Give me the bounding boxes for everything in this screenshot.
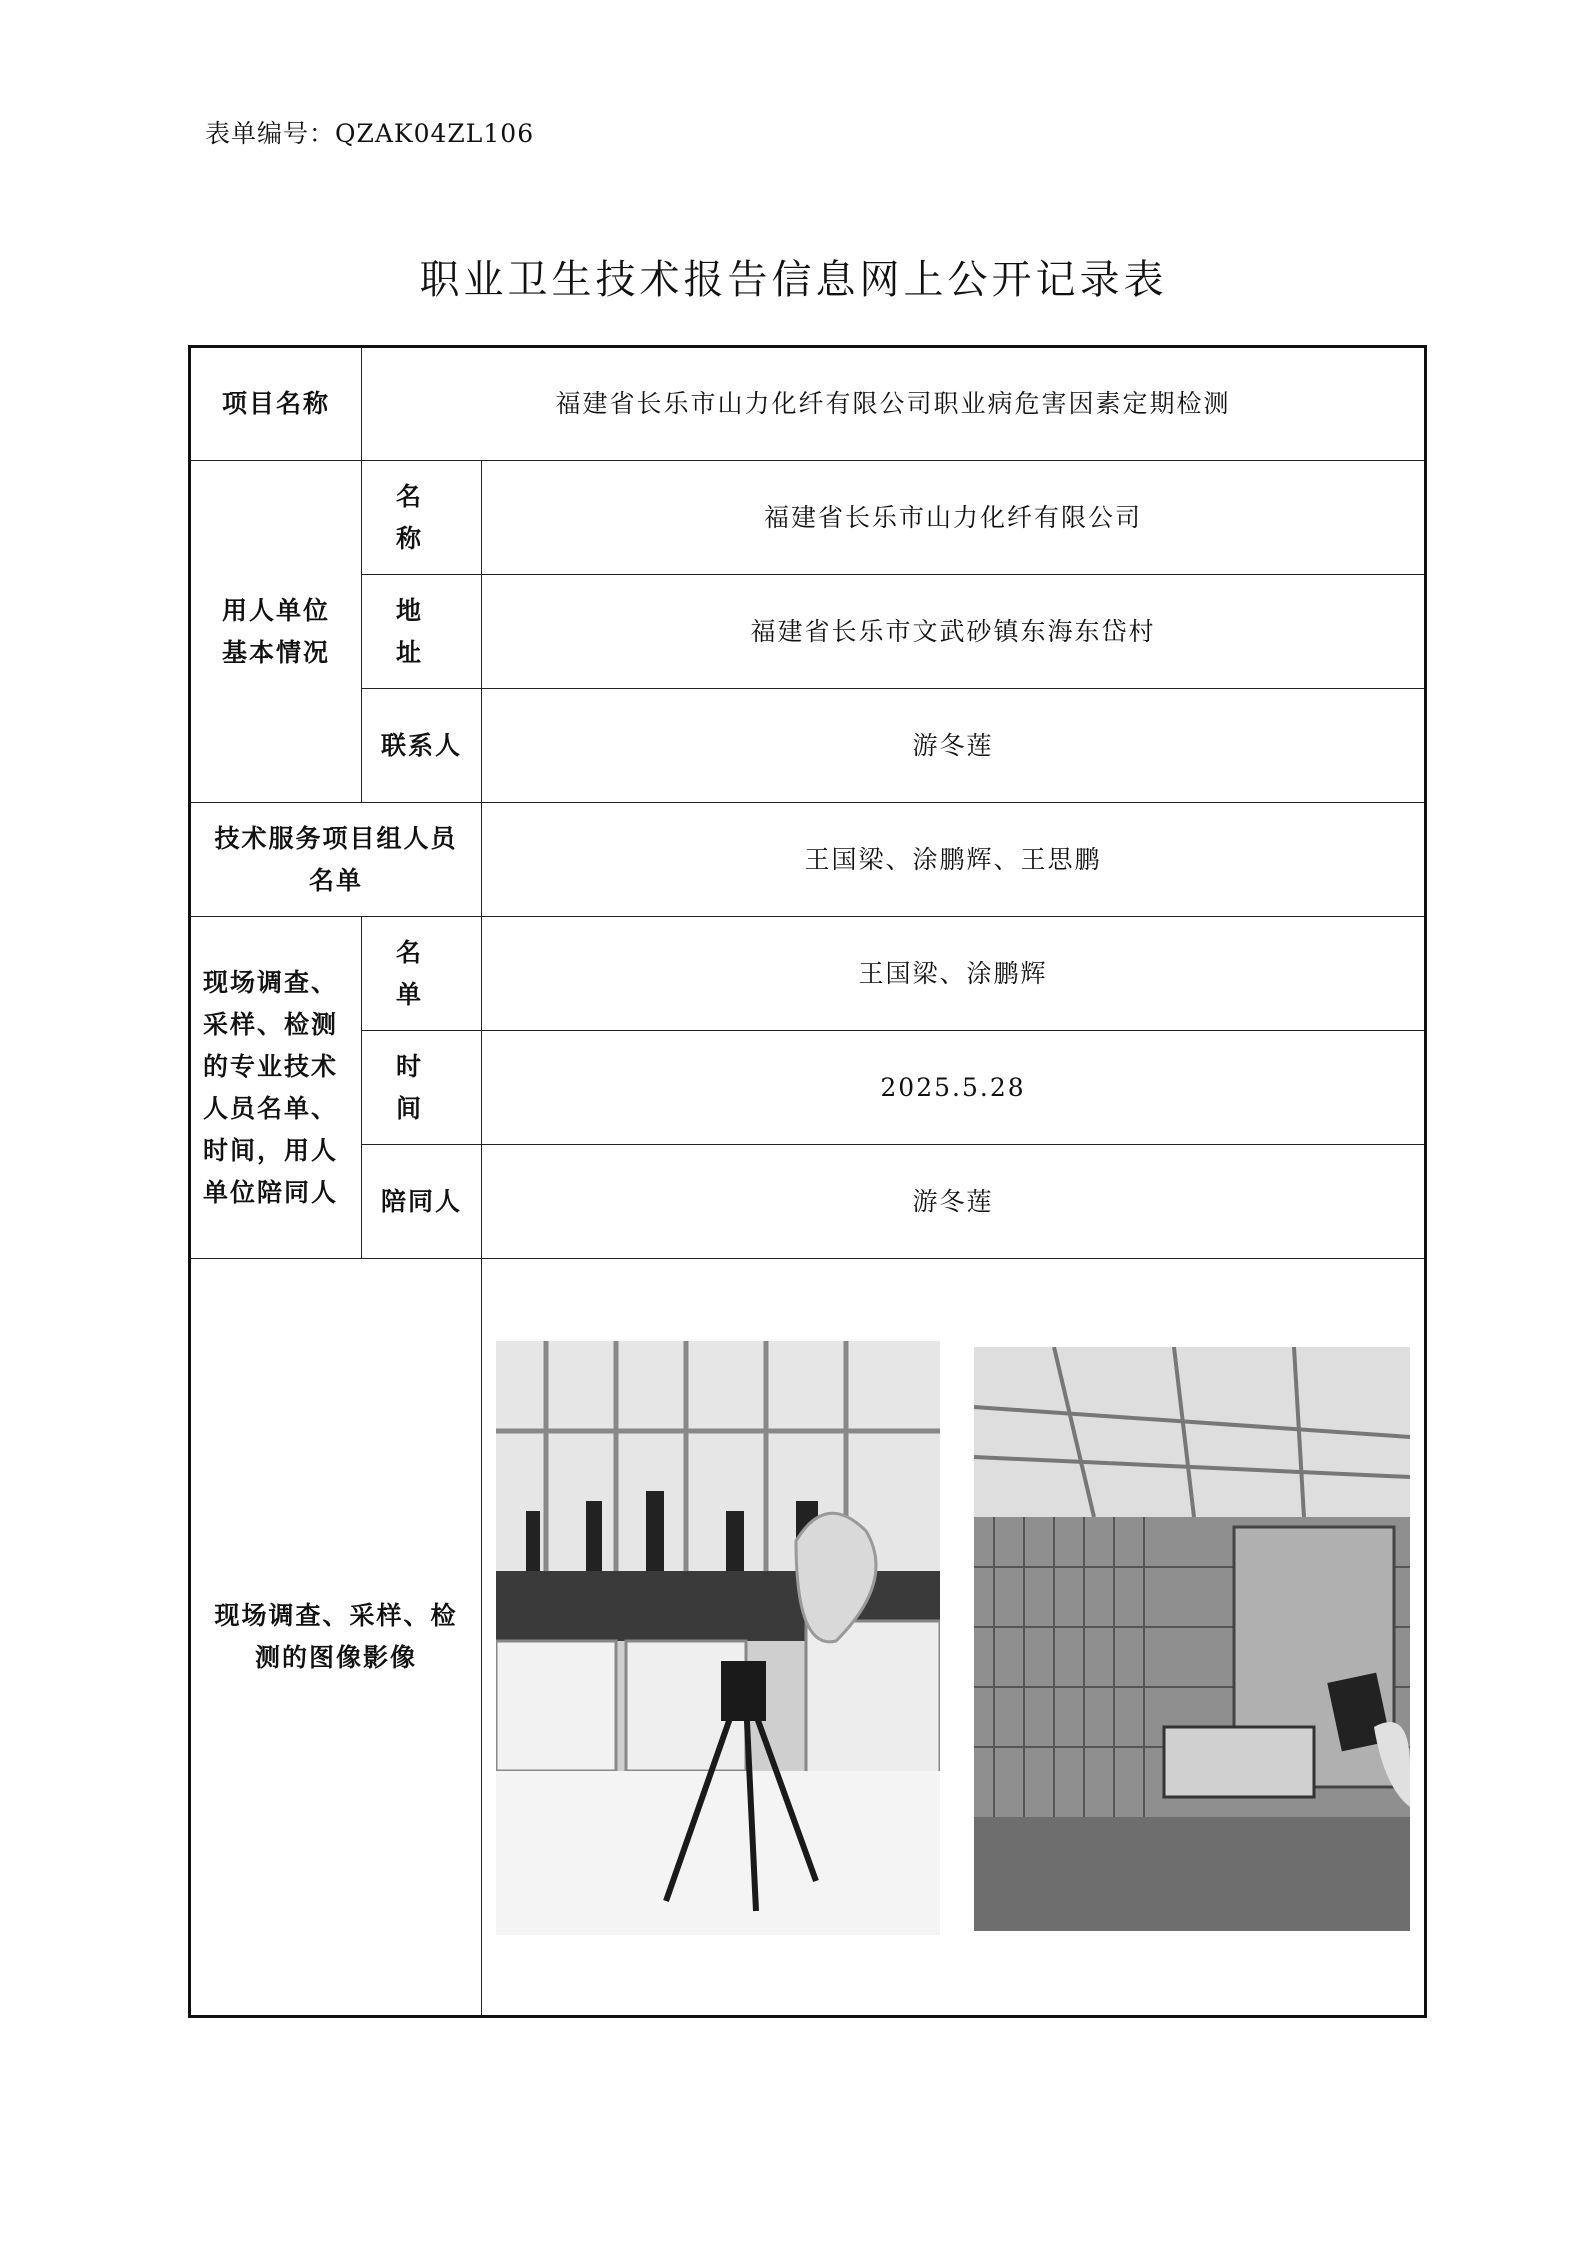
record-table [188, 345, 1427, 2018]
employer-name-value: 福建省长乐市山力化纤有限公司 [482, 461, 1426, 575]
lab-sampling-photo-drawing [496, 1341, 940, 1935]
survey-label: 现场调查、采样、检测的专业技术人员名单、时间，用人单位陪同人 [190, 917, 362, 1259]
survey-time-label: 时 间 [362, 1031, 482, 1145]
project-label: 项目名称 [190, 347, 362, 461]
images-label: 现场调查、采样、检测的图像影像 [190, 1259, 482, 2017]
lab-sampling-photo [496, 1341, 940, 1935]
survey-time-value: 2025.5.28 [482, 1031, 1426, 1145]
images-cell [482, 1259, 1426, 2017]
employer-address-value: 福建省长乐市文武砂镇东海东岱村 [482, 575, 1426, 689]
row-team [190, 803, 1426, 917]
row-survey-time [190, 1031, 1426, 1145]
survey-escort-value: 游冬莲 [482, 1145, 1426, 1259]
employer-contact-label: 联系人 [362, 689, 482, 803]
survey-names-label: 名 单 [362, 917, 482, 1031]
page-title: 职业卫生技术报告信息网上公开记录表 [419, 257, 1168, 303]
production-line-photo [974, 1347, 1410, 1931]
survey-escort-label: 陪同人 [362, 1145, 482, 1259]
form-number: 表单编号：QZAK04ZL106 [205, 119, 535, 148]
row-images [190, 1259, 1426, 2017]
team-value: 王国梁、涂鹏辉、王思鹏 [482, 803, 1426, 917]
project-value: 福建省长乐市山力化纤有限公司职业病危害因素定期检测 [362, 347, 1426, 461]
row-employer-name [190, 461, 1426, 575]
employer-contact-value: 游冬莲 [482, 689, 1426, 803]
row-survey-names [190, 917, 1426, 1031]
team-label: 技术服务项目组人员名单 [190, 803, 482, 917]
row-project [190, 347, 1426, 461]
row-employer-contact [190, 689, 1426, 803]
survey-names-value: 王国梁、涂鹏辉 [482, 917, 1426, 1031]
row-survey-escort [190, 1145, 1426, 1259]
production-line-photo-drawing [974, 1347, 1410, 1931]
employer-label: 用人单位基本情况 [190, 461, 362, 803]
employer-name-label: 名 称 [362, 461, 482, 575]
row-employer-address [190, 575, 1426, 689]
employer-address-label: 地 址 [362, 575, 482, 689]
